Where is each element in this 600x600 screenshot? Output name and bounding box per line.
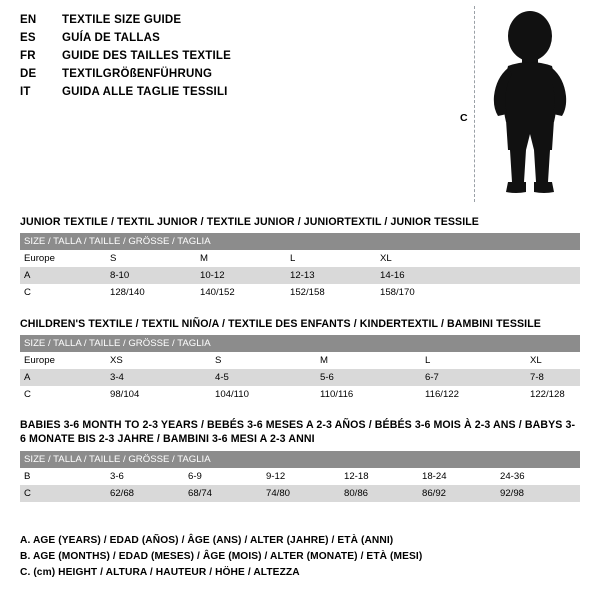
cell: XS: [110, 352, 215, 369]
child-silhouette-icon: [480, 10, 580, 200]
cell: 8-10: [110, 267, 200, 284]
table-row: [20, 468, 580, 485]
table-header-label: SIZE / TALLA / TAILLE / GRÖSSE / TAGLIA: [20, 335, 580, 352]
table-row: [20, 250, 580, 267]
language-code-es: ES: [20, 32, 36, 44]
cell: 122/128: [530, 386, 580, 403]
cell: 98/104: [110, 386, 215, 403]
cell: 86/92: [422, 485, 500, 502]
language-row: [20, 86, 440, 104]
language-title-it: GUIDA ALLE TAGLIE TESSILI: [62, 86, 228, 98]
table-row: [20, 267, 580, 284]
height-measure-label: C: [460, 112, 468, 124]
cell: 5-6: [320, 369, 425, 386]
language-code-en: EN: [20, 14, 37, 26]
cell: 12-13: [290, 267, 380, 284]
section-babies: [20, 418, 580, 502]
legend-item-c: C. (cm) HEIGHT / ALTURA / HAUTEUR / HÖHE / ALTEZZA: [20, 567, 300, 578]
height-guide-line: [474, 6, 475, 202]
table-header-row: [20, 451, 580, 468]
cell: 92/98: [500, 485, 580, 502]
cell: 128/140: [110, 284, 200, 301]
language-title-fr: GUIDE DES TAILLES TEXTILE: [62, 50, 231, 62]
cell: 24-36: [500, 468, 580, 485]
row-label: Europe: [20, 352, 110, 369]
cell: 12-18: [344, 468, 422, 485]
table-header-label: SIZE / TALLA / TAILLE / GRÖSSE / TAGLIA: [20, 233, 580, 250]
cell: 152/158: [290, 284, 380, 301]
cell: M: [200, 250, 290, 267]
cell: 7-8: [530, 369, 580, 386]
table-row: [20, 485, 580, 502]
section-title-children: CHILDREN'S TEXTILE / TEXTIL NIÑO/A / TEXTILE DES ENFANTS / KINDERTEXTIL / BAMBINI TESSILE: [20, 318, 541, 330]
language-list: [20, 14, 440, 104]
section-children: [20, 318, 580, 403]
language-code-de: DE: [20, 68, 37, 80]
section-title-babies: BABIES 3-6 MONTH TO 2-3 YEARS / BEBÉS 3-6 MESES A 2-3 AÑOS / BÉBÉS 3-6 MOIS À 2-3 ANS / BABYS 3-6 MONATE BIS 2-3 JAHRE / BAMBINI 3-6 MESI A 2-3 ANNI: [20, 419, 576, 445]
language-row: [20, 50, 440, 68]
section-title-junior: JUNIOR TEXTILE / TEXTIL JUNIOR / TEXTILE JUNIOR / JUNIORTEXTIL / JUNIOR TESSILE: [20, 216, 479, 228]
cell: 6-7: [425, 369, 530, 386]
cell: 158/170: [380, 284, 580, 301]
cell: 9-12: [266, 468, 344, 485]
language-code-it: IT: [20, 86, 31, 98]
language-row: [20, 68, 440, 86]
row-label: C: [20, 485, 110, 502]
cell: 110/116: [320, 386, 425, 403]
row-label: A: [20, 267, 110, 284]
table-row: [20, 369, 580, 386]
language-title-en: TEXTILE SIZE GUIDE: [62, 14, 182, 26]
cell: 14-16: [380, 267, 580, 284]
cell: 3-4: [110, 369, 215, 386]
row-label: A: [20, 369, 110, 386]
row-label: Europe: [20, 250, 110, 267]
row-label: C: [20, 284, 110, 301]
cell: 116/122: [425, 386, 530, 403]
cell: L: [290, 250, 380, 267]
cell: 62/68: [110, 485, 188, 502]
cell: 10-12: [200, 267, 290, 284]
legend-item-a: A. AGE (YEARS) / EDAD (AÑOS) / ÂGE (ANS) / ALTER (JAHRE) / ETÀ (ANNI): [20, 535, 394, 546]
section-junior: [20, 216, 580, 301]
cell: XL: [530, 352, 580, 369]
language-row: [20, 14, 440, 32]
language-row: [20, 32, 440, 50]
row-label: C: [20, 386, 110, 403]
cell: 140/152: [200, 284, 290, 301]
junior-size-table: [20, 233, 580, 301]
cell: 18-24: [422, 468, 500, 485]
cell: 68/74: [188, 485, 266, 502]
cell: XL: [380, 250, 580, 267]
babies-size-table: [20, 451, 580, 502]
row-label: B: [20, 468, 110, 485]
language-title-es: GUÍA DE TALLAS: [62, 32, 160, 44]
cell: S: [110, 250, 200, 267]
children-size-table: [20, 335, 580, 403]
language-title-de: TEXTILGRÖßENFÜHRUNG: [62, 68, 213, 80]
cell: 3-6: [110, 468, 188, 485]
table-row: [20, 284, 580, 301]
cell: S: [215, 352, 320, 369]
cell: 6-9: [188, 468, 266, 485]
cell: 104/110: [215, 386, 320, 403]
language-code-fr: FR: [20, 50, 36, 62]
legend-list: [20, 533, 580, 581]
table-row: [20, 352, 580, 369]
cell: 80/86: [344, 485, 422, 502]
table-header-row: [20, 335, 580, 352]
cell: 74/80: [266, 485, 344, 502]
cell: 4-5: [215, 369, 320, 386]
table-header-label: SIZE / TALLA / TAILLE / GRÖSSE / TAGLIA: [20, 451, 580, 468]
table-row: [20, 386, 580, 403]
legend-item-b: B. AGE (MONTHS) / EDAD (MESES) / ÂGE (MOIS) / ALTER (MONATE) / ETÀ (MESI): [20, 551, 423, 562]
cell: L: [425, 352, 530, 369]
measurement-figure: [450, 6, 590, 202]
cell: M: [320, 352, 425, 369]
table-header-row: [20, 233, 580, 250]
